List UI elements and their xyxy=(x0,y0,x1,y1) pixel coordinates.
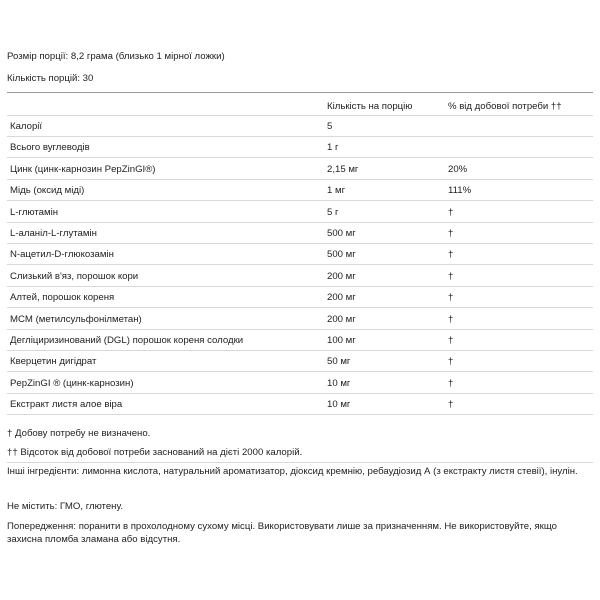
row-divider xyxy=(7,157,593,158)
other-ingredients: Інші інгредієнти: лимонна кислота, натуральний ароматизатор, діоксид кремнію, ребаудіозид А (з екстракту листя стевії), інулін. xyxy=(7,466,578,477)
ingredient-amount: 200 мг xyxy=(327,292,356,304)
footnote-dv-not-established: † Добову потребу не визначено. xyxy=(7,428,151,439)
ingredient-daily-value: † xyxy=(448,356,454,368)
serving-size: Розмір порції: 8,2 грама (близько 1 мірної ложки) xyxy=(7,51,225,62)
header-divider xyxy=(7,92,593,93)
ingredient-amount: 1 мг xyxy=(327,185,346,197)
ingredient-name: Цинк (цинк-карнозин PepZinGI®) xyxy=(10,163,156,175)
ingredient-daily-value: † xyxy=(448,335,454,346)
ingredient-amount: 1 г xyxy=(327,142,339,154)
ingredient-name: L-глютамін xyxy=(10,206,59,218)
ingredient-name: Дегліциризинований (DGL) порошок кореня солодки xyxy=(10,335,244,346)
ingredient-daily-value: 111% xyxy=(448,185,472,197)
ingredient-amount: 10 мг xyxy=(327,377,351,389)
ingredient-amount: 100 мг xyxy=(327,335,356,346)
row-divider xyxy=(7,243,593,244)
ingredient-name: PepZinGI ® (цинк-карнозин) xyxy=(10,377,134,389)
row-divider xyxy=(7,200,593,201)
table-divider xyxy=(7,115,593,116)
ingredient-daily-value: † xyxy=(448,292,454,304)
ingredient-name: N-ацетил-D-глюкозамін xyxy=(10,249,114,261)
row-divider xyxy=(7,414,593,415)
row-divider xyxy=(7,393,593,394)
ingredient-daily-value: † xyxy=(448,313,454,325)
ingredient-daily-value: 20% xyxy=(448,163,468,175)
row-divider xyxy=(7,286,593,287)
ingredient-name: L-аланіл-L-глутамін xyxy=(10,228,97,239)
ingredient-amount: 200 мг xyxy=(327,270,356,282)
warning-statement: Попередження: поранити в прохолодному сухому місці. Використовувати лише за призначенням. Не використовуйте, якщо захисна пломба зламана або відсутня. xyxy=(7,521,557,545)
ingredient-name: Кверцетин дигідрат xyxy=(10,356,97,368)
ingredient-daily-value: † xyxy=(448,228,454,239)
row-divider xyxy=(7,136,593,137)
ingredient-name: Слизький в'яз, порошок кори xyxy=(10,270,139,282)
ingredient-amount: 2,15 мг xyxy=(327,163,359,175)
free-of-statement: Не містить: ГМО, глютену. xyxy=(7,501,123,512)
row-divider xyxy=(7,350,593,351)
servings-per-container: Кількість порцій: 30 xyxy=(7,73,94,84)
ingredient-daily-value: † xyxy=(448,249,454,261)
ingredient-name: Екстракт листя алое віра xyxy=(10,399,123,411)
footnote-divider xyxy=(7,462,593,463)
table-header-amount: Кількість на порцію xyxy=(327,101,413,112)
ingredient-daily-value: † xyxy=(448,270,454,282)
row-divider xyxy=(7,179,593,180)
ingredient-name: Калорії xyxy=(10,121,43,132)
row-divider xyxy=(7,371,593,372)
row-divider xyxy=(7,329,593,330)
ingredient-amount: 50 мг xyxy=(327,356,351,368)
ingredient-name: Алтей, порошок кореня xyxy=(10,292,115,304)
table-header-daily-value: % від добової потреби †† xyxy=(448,101,562,112)
ingredient-name: MCM (метилсульфонілметан) xyxy=(10,313,142,325)
ingredient-daily-value: † xyxy=(448,206,454,218)
row-divider xyxy=(7,264,593,265)
row-divider xyxy=(7,307,593,308)
ingredient-daily-value: † xyxy=(448,377,454,389)
ingredient-amount: 200 мг xyxy=(327,313,356,325)
ingredient-amount: 10 мг xyxy=(327,399,351,411)
row-divider xyxy=(7,222,593,223)
ingredient-amount: 500 мг xyxy=(327,249,356,261)
ingredient-amount: 5 xyxy=(327,121,333,132)
footnote-dv-basis: †† Відсоток від добової потреби заснований на дієті 2000 калорій. xyxy=(7,447,303,458)
ingredient-daily-value: † xyxy=(448,399,454,411)
ingredient-amount: 500 мг xyxy=(327,228,356,239)
ingredient-name: Всього вуглеводів xyxy=(10,142,90,154)
ingredient-amount: 5 г xyxy=(327,206,339,218)
ingredient-name: Мідь (оксид міді) xyxy=(10,185,85,197)
